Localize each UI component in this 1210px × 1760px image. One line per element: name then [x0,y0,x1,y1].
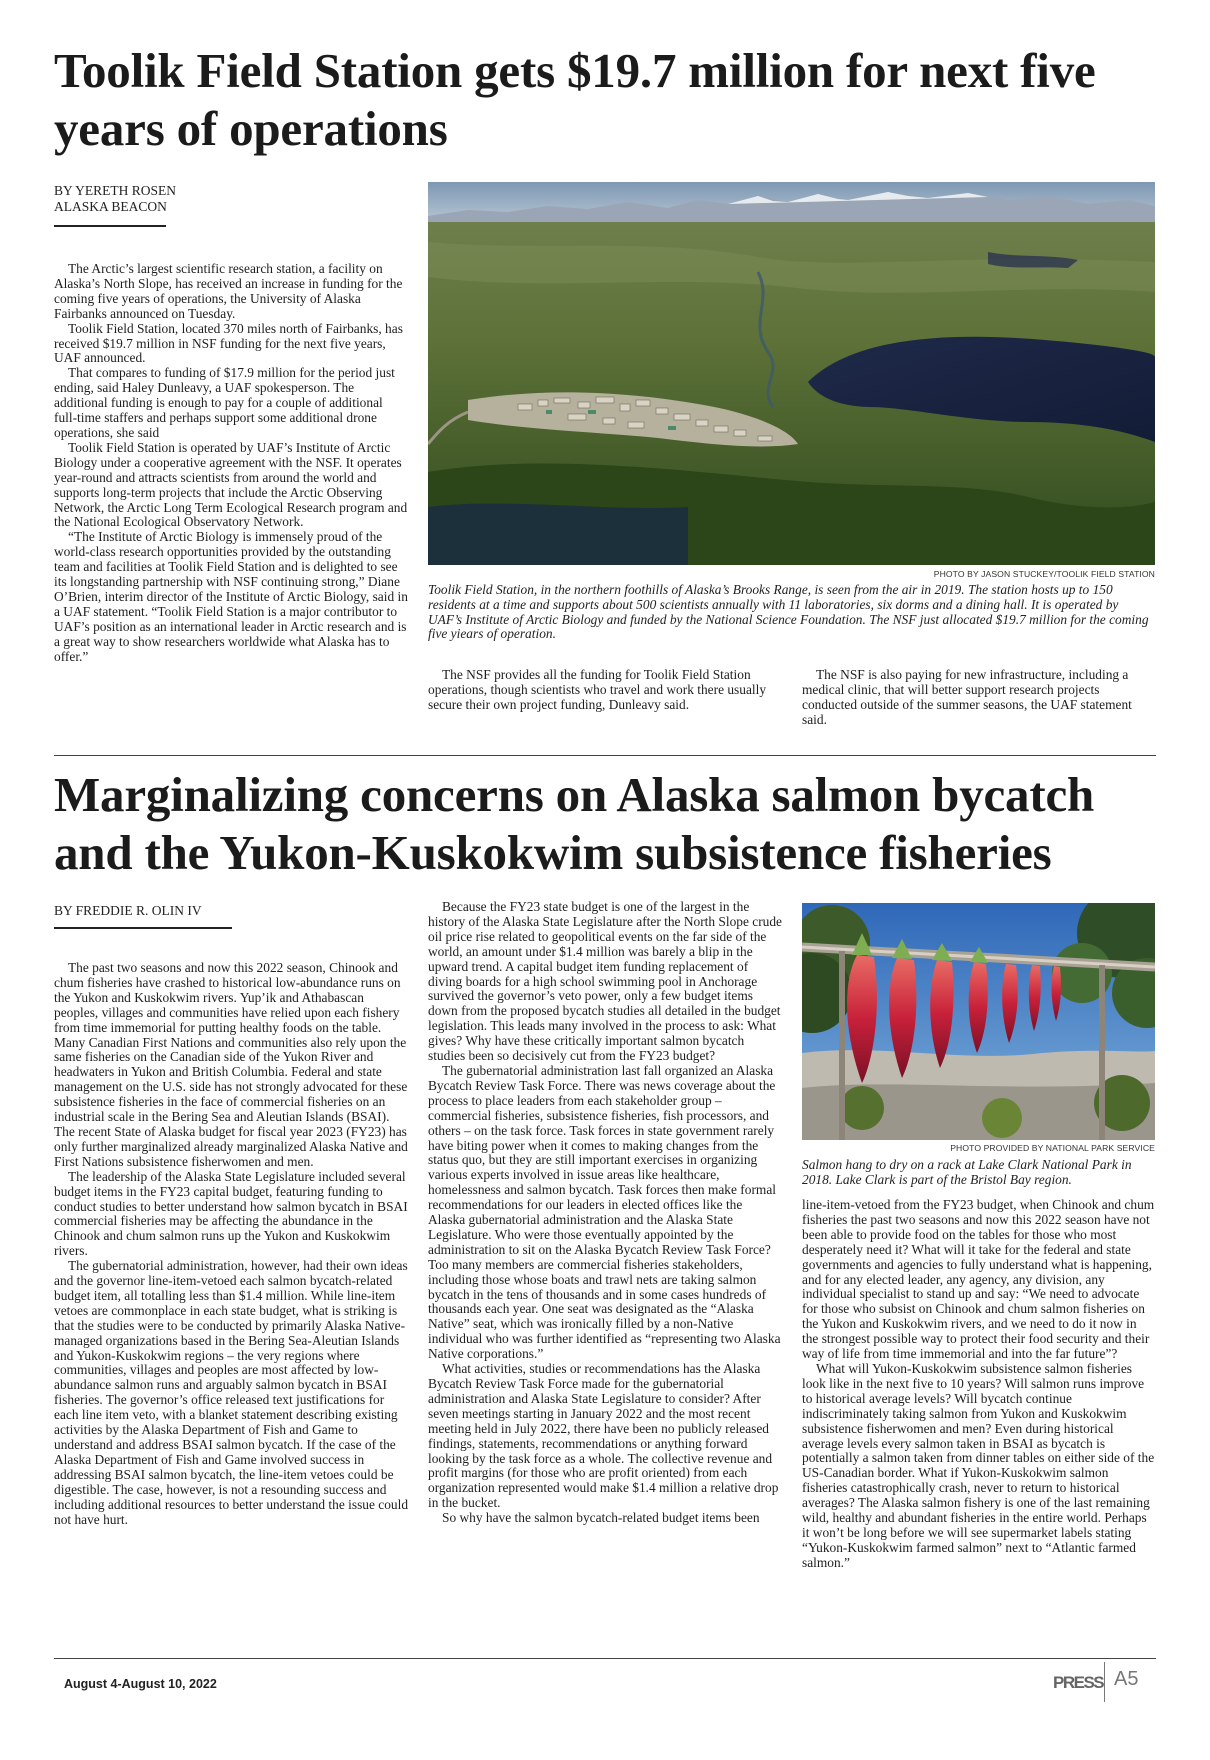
toolik-aerial-illustration [428,182,1155,565]
article2-column-1 [54,961,408,1651]
press-logo: PRESS [1053,1673,1104,1692]
article1-byline-outlet: ALASKA BEACON [54,199,167,214]
footer-separator [1104,1662,1105,1702]
article2-column-2 [428,900,782,1652]
article1-photo-caption: Toolik Field Station, in the northern foothills of Alaska’s Brooks Range, is seen from the air in 2019. The station hosts up to 150 residents at a time and supports about 500 scientists annually with 11 laboratories, six dorms and a dining hall. It is operated by UAF’s Institute of Arctic Biology and funded by the National Science Foundation. The NSF just allocated $19.7 million for the coming five yiears of operation. [428,582,1149,642]
page-number: A5 [1114,1668,1139,1690]
article2-byline: BY FREDDIE R. OLIN IV [54,903,202,918]
article2-paragraph: The gubernatorial administration last fall organized an Alaska Bycatch Review Task Force. There was news coverage about the process to place leaders from each stakeholder group – commercial fisheries, subsistence fisheries, fish processors, and others – on the task force. Task forces in state government rarely have biting power when it comes to making changes from the status quo, but they are still important exercises in organizing various experts involved in issue areas like healthcare, homelessness and salmon bycatch. Task forces then make formal recommendations for our leaders in elected offices like the Alaska gubernatorial administration and the Alaska State Legislature. Who were those eventually appointed by the administration to sit on the Alaska Bycatch Review Task Force? Too many members are commercial fisheries stakeholders, including those whose boats and trawl nets are taking salmon bycatch in the tens of thousands and in some cases hundreds of thousands each year. One seat was designated as the “Alaska Native” seat, which was ironically filled by a non-Native individual who was further identified as “representing two Alaska Native corporations.” [428,1062,781,1362]
article1-byline [54,183,176,215]
article1-column-2 [428,668,778,734]
footer-date: August 4-August 10, 2022 [64,1677,217,1691]
article1-paragraph: Toolik Field Station, located 370 miles north of Fairbanks, has received $19.7 million in NSF funding for the next five years, UAF announced. [54,320,403,366]
article2-byline-rule [54,927,232,929]
article2-paragraph: What will Yukon-Kuskokwim subsistence salmon fisheries look like in the next five to 10 years? Will salmon runs improve to historical average levels? Will bycatch continue indiscriminately taking salmon from Yukon and Kuskokwim subsistence fisherwomen and men? Even during historical average levels every salmon taken in BSAI as bycatch is potentially a salmon taken from dinner tables on either side of the US-Canadian border. What if Yukon-Kuskokwim salmon fisheries catastrophically crash, never to return to historical averages? The Alaska salmon fishery is one of the last remaining wild, healthy and abundant fisheries in the entire world. Perhaps it won’t be long before we will see supermarket labels stating “Yukon-Kuskokwim farmed salmon” next to “Atlantic farmed salmon.” [802,1360,1155,1570]
article1-paragraph: “The Institute of Arctic Biology is immensely proud of the world-class research opportunities provided by the outstanding team and facilities at Toolik Field Station and is delighted to see its longstanding partnership with NSF continuing strong,” Diane O’Brien, interim director of the Institute of Arctic Biology, said in a UAF statement. “Toolik Field Station is a major contributor to UAF’s position as an international leader in Arctic research and is a great way to show researchers worldwide what Alaska has to offer.” [54,529,408,664]
article1-byline-author: BY YERETH ROSEN [54,183,177,198]
footer-rule [54,1658,1156,1659]
salmon-rack-photo [802,903,1155,1140]
article2-photo-caption: Salmon hang to dry on a rack at Lake Clark National Park in 2018. Lake Clark is part of the Bristol Bay region. [802,1157,1132,1187]
toolik-aerial-photo [428,182,1155,565]
section-divider [54,755,1156,756]
article1-paragraph: Toolik Field Station is operated by UAF’s Institute of Arctic Biology under a cooperative agreement with the NSF. It operates year-round and attracts scientists from around the world and supports long-term projects that include the Arctic Observing Network, the Arctic Long Term Ecological Research program and the National Ecological Observatory Network. [54,439,408,530]
article2-column-3 [802,1198,1156,1652]
article1-paragraph: That compares to funding of $17.9 million for the period just ending, said Haley Dunleavy, a UAF spokesperson. The additional funding is enough to pay for a couple of additional full-time staffers and perhaps support some additional drone operations, she said [54,365,395,440]
article1-headline: Toolik Field Station gets $19.7 million for next five years of operations [54,43,1096,156]
article1-byline-rule [54,225,166,227]
article2-paragraph: The gubernatorial administration, however, had their own ideas and the governor line-item-vetoed each salmon bycatch-related budget item, all totalling less than $1.4 million. While line-item vetoes are commonplace in each state budget, what is striking is that the studies were to be conducted by primarily Alaska Native-managed organizations based in the Bering Sea-Aleutian Islands and Yukon-Kuskokwim regions – the very regions where communities, villages and peoples are most affected by low-abundance salmon runs and arguably salmon bycatch in BSAI fisheries. The governor’s office released text justifications for each line item veto, with a blanket statement describing existing activities by the Alaska Department of Fish and Game to understand and address BSAI salmon bycatch. If the case of the Alaska Department of Fish and Game involved success in addressing BSAI salmon bycatch, the line-item vetoes could be digestible. The case, however, is not a resounding success and including additional resources to better understand the issue could not have hurt. [54,1258,408,1527]
article2-photo-credit: PHOTO PROVIDED BY NATIONAL PARK SERVICE [950,1143,1155,1153]
article2-paragraph: What activities, studies or recommendations has the Alaska Bycatch Review Task Force made for the gubernatorial administration and Alaska State Legislature to consider? After seven meetings starting in January 2022 and the most recent meeting held in July 2022, there have been no publicly released findings, statements, recommendations or anything forward looking by the task force as a whole. The collective revenue and profit margins (for those who are profit oriented) from each organization represented would make $1.4 million a relative drop in the bucket. [428,1361,779,1511]
article2-paragraph: Because the FY23 state budget is one of the largest in the history of the Alaska State Legislature after the North Slope crude oil price rise related to geopolitical events on the far side of the world, an amount under $1.4 million was barely a blip in the upward trend. A capital budget item funding replacement of diving boards for a high school swimming pool in Anchorage survived the governor’s veto power, only a few budget items down from the proposed bycatch studies all detailed in the budget legislation. This leads many involved in the process to ask: What gives? Why have these critically important salmon bycatch studies been so decisively cut from the FY23 budget? [428,900,782,1064]
article1-column-3 [802,668,1154,734]
article1-photo-credit: PHOTO BY JASON STUCKEY/TOOLIK FIELD STATION [933,569,1155,579]
article2-paragraph: line-item-vetoed from the FY23 budget, when Chinook and chum fisheries the past two seasons and now this 2022 season have not been able to provide food on the tables for those who most desperately need it? What will it take for the federal and state governments and agencies to fully understand what is happening, and for any elected leader, any agency, any division, any individual specialist to stand up and say: “We need to advocate for those who subsist on Chinook and chum salmon fisheries on the Yukon and Kuskokwim rivers, and we need to do it now in the strongest possible way to protect their food security and their way of life from time immemorial and into the far future”? [802,1198,1155,1362]
article2-headline: Marginalizing concerns on Alaska salmon bycatch and the Yukon-Kuskokwim subsistence fisheries [54,767,1095,880]
article2-paragraph: The past two seasons and now this 2022 season, Chinook and chum fisheries have crashed to historical low-abundance runs on the Yukon and Kuskokwim rivers. Yup’ik and Athabascan peoples, villages and communities have relied upon each fishery from time immemorial for putting healthy foods on the table. Many Canadian First Nations and communities also rely upon the same fisheries on the Canadian side of the Yukon River and headwaters in Yukon and British Columbia. Federal and state management on the U.S. side has not strongly advocated for these subsistence fisheries in the face of commercial fisheries on an industrial scale in the Bering Sea and Aleutian Islands (BSAI). The recent State of Alaska budget for fiscal year 2023 (FY23) has only further marginalized already marginalized Alaska Native and First Nations subsistence fisherwomen and men. [54,961,408,1169]
article1-column-1 [54,262,408,732]
salmon-rack-illustration [802,903,1155,1140]
article1-paragraph: The Arctic’s largest scientific research station, a facility on Alaska’s North Slope, has received an increase in funding for the coming five years of operations, the University of Alaska Fairbanks announced on Tuesday. [54,262,403,321]
article2-paragraph: The leadership of the Alaska State Legislature included several budget items in the FY23 capital budget, featuring funding to conduct studies to better understand how salmon bycatch in BSAI commercial fisheries may be affecting the abundance in the Chinook and chum salmon runs up the Yukon and Kuskokwim rivers. [54,1168,408,1259]
article1-paragraph: The NSF provides all the funding for Toolik Field Station operations, though scientists who travel and work there usually secure their own project funding, Dunleavy said. [428,668,767,712]
article1-paragraph: The NSF is also paying for new infrastructure, including a medical clinic, that will better support research projects conducted outside of the summer seasons, the UAF statement said. [802,668,1132,727]
article2-paragraph: So why have the salmon bycatch-related budget items been [442,1510,760,1526]
